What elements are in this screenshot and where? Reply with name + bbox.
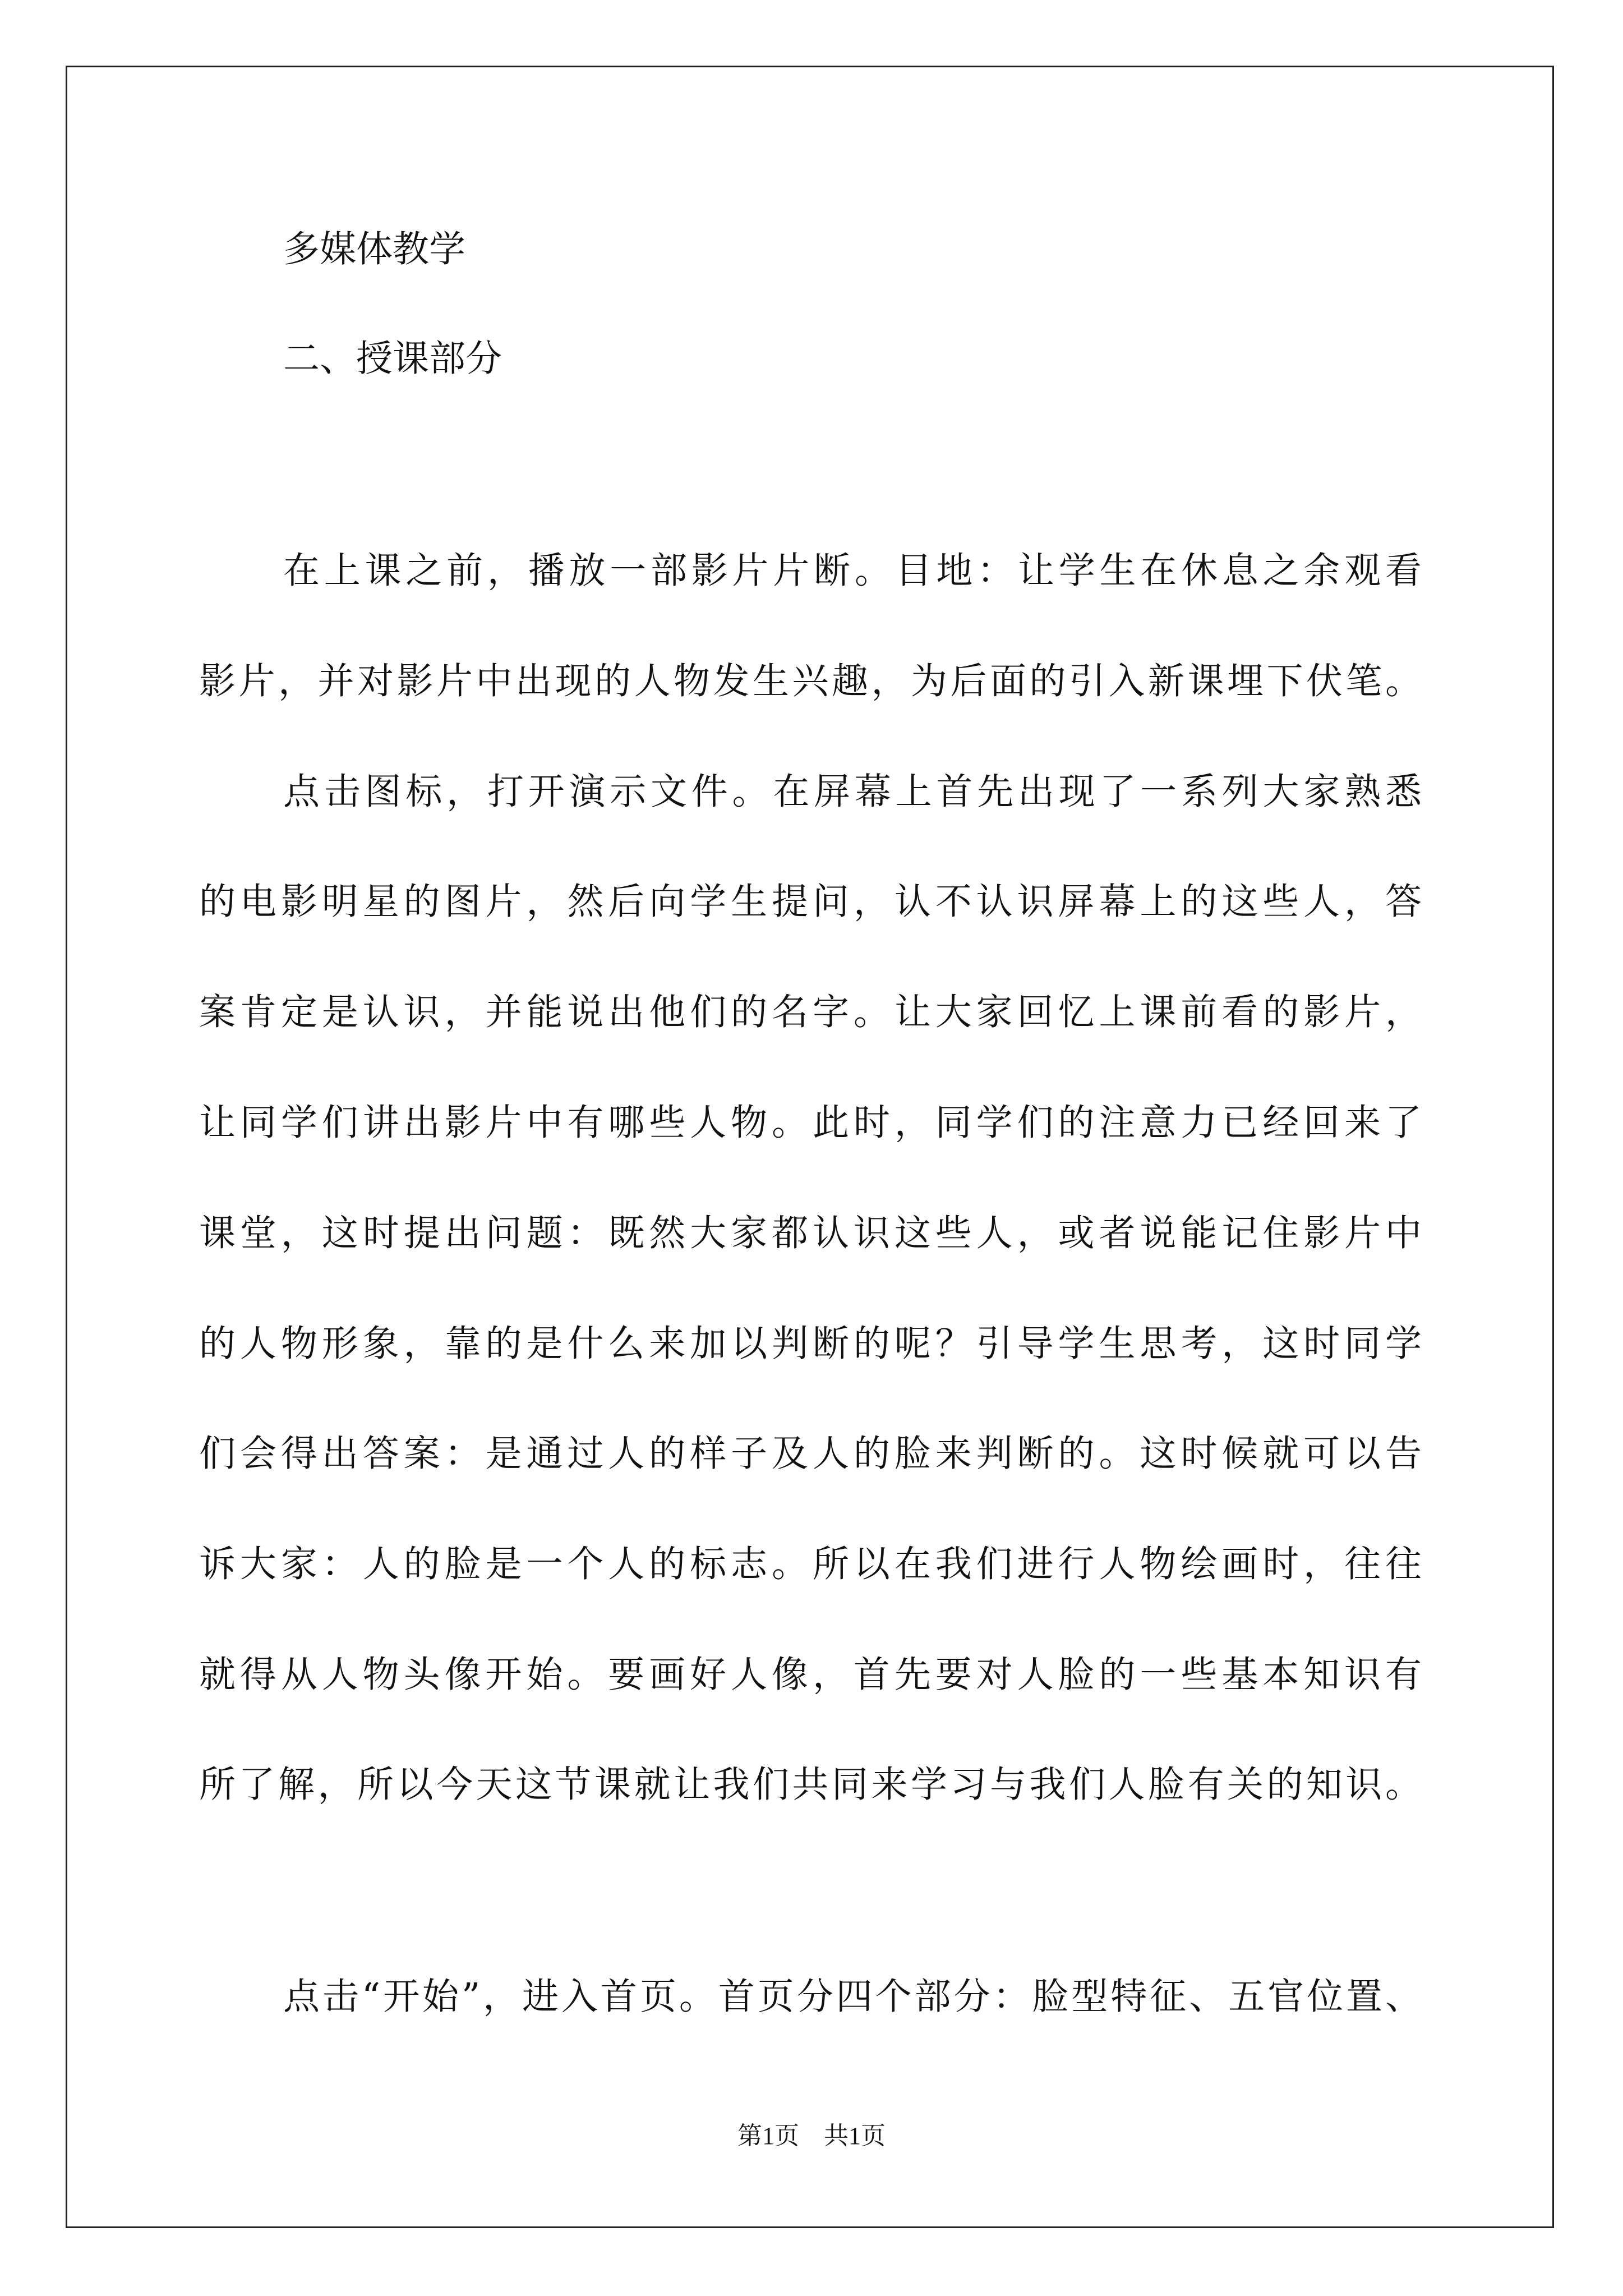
paragraph3-line-1: 点击“开始”，进入首页。首页分四个部分：脸型特征、五官位置、 (283, 1976, 1422, 2018)
paragraph2-line-2: 的电影明星的图片，然后向学生提问，认不认识屏幕上的这些人，答 (199, 881, 1422, 923)
paragraph2-line-9: 就得从人物头像开始。要画好人像，首先要对人脸的一些基本知识有 (199, 1654, 1422, 1696)
paragraph2-line-4: 让同学们讲出影片中有哪些人物。此时，同学们的注意力已经回来了 (199, 1102, 1422, 1144)
heading-lecture-section: 二、授课部分 (283, 338, 502, 380)
page-border (66, 66, 1554, 2228)
paragraph2-line-7: 们会得出答案：是通过人的样子及人的脸来判断的。这时候就可以告 (199, 1433, 1422, 1475)
paragraph2-line-1: 点击图标，打开演示文件。在屏幕上首先出现了一系列大家熟悉 (283, 771, 1422, 813)
page-number-footer: 第1页 共1页 (737, 2122, 886, 2150)
paragraph2-line-8: 诉大家：人的脸是一个人的标志。所以在我们进行人物绘画时，往往 (199, 1543, 1422, 1585)
paragraph2-line-5: 课堂，这时提出问题：既然大家都认识这些人，或者说能记住影片中 (199, 1212, 1422, 1254)
heading-multimedia-teaching: 多媒体教学 (283, 228, 466, 270)
paragraph2-line-3: 案肯定是认识，并能说出他们的名字。让大家回忆上课前看的影片， (199, 991, 1422, 1033)
paragraph2-line-6: 的人物形象，靠的是什么来加以判断的呢？引导学生思考，这时同学 (199, 1323, 1422, 1365)
paragraph2-line-10: 所了解，所以今天这节课就让我们共同来学习与我们人脸有关的知识。 (199, 1764, 1422, 1806)
paragraph1-line-1: 在上课之前，播放一部影片片断。目地：让学生在休息之余观看 (283, 550, 1422, 592)
paragraph1-line-2: 影片，并对影片中出现的人物发生兴趣，为后面的引入新课埋下伏笔。 (199, 660, 1422, 702)
